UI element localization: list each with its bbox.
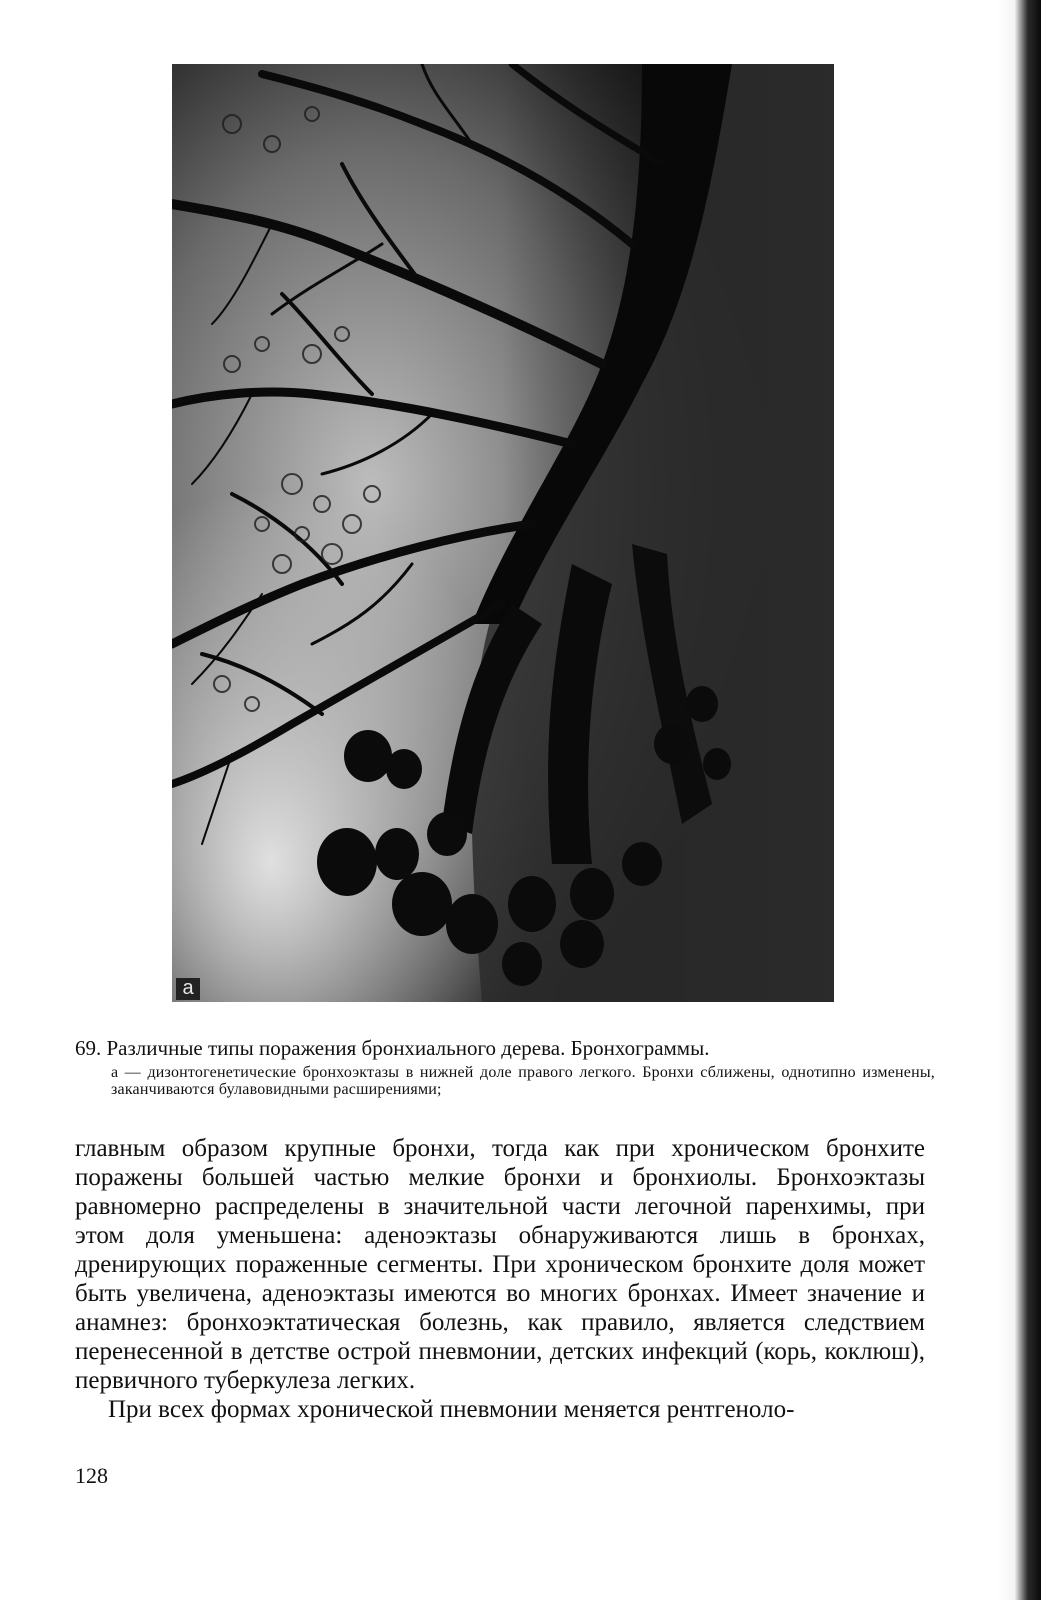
- body-paragraph-1: главным образом крупные бронхи, тогда как при хроническом бронхите поражены большей частью мелкие бронхи и бронхиолы. Бронхоэктазы равномерно распределены в значительной части легочной паренхимы, при этом доля уменьшена: аденоэктазы обнаруживаются лишь в бронхах, дренирующих пораженные сегменты. При хроническом бронхите доля может быть увеличена, аденоэктазы имеются во многих бронхах. Имеет значение и анамнез: бронхоэктатическая болезнь, как правило, является следствием перенесенной в детстве острой пневмонии, детских инфекций (корь, коклюш), первичного туберкулеза легких.: [75, 1135, 925, 1394]
- page-edge-shadow: [997, 0, 1041, 1600]
- bronchogram-image: [172, 64, 834, 1002]
- body-paragraph-2: При всех формах хронической пневмонии меняется рентгеноло-: [108, 1396, 795, 1423]
- page-number: 128: [75, 1463, 108, 1488]
- figure-panel-letter: а: [176, 978, 200, 1000]
- caption-title: 69. Различные типы поражения бронхиального дерева. Бронхограммы.: [75, 1036, 710, 1060]
- bronchogram-figure: [172, 64, 834, 1002]
- figure-caption: [75, 1036, 935, 1098]
- caption-body: а — дизонтогенетические бронхоэктазы в нижней доле правого легкого. Бронхи сближены, однотипно изменены, заканчиваются булавовидными расширениями;: [111, 1064, 935, 1098]
- body-text: [75, 1134, 925, 1424]
